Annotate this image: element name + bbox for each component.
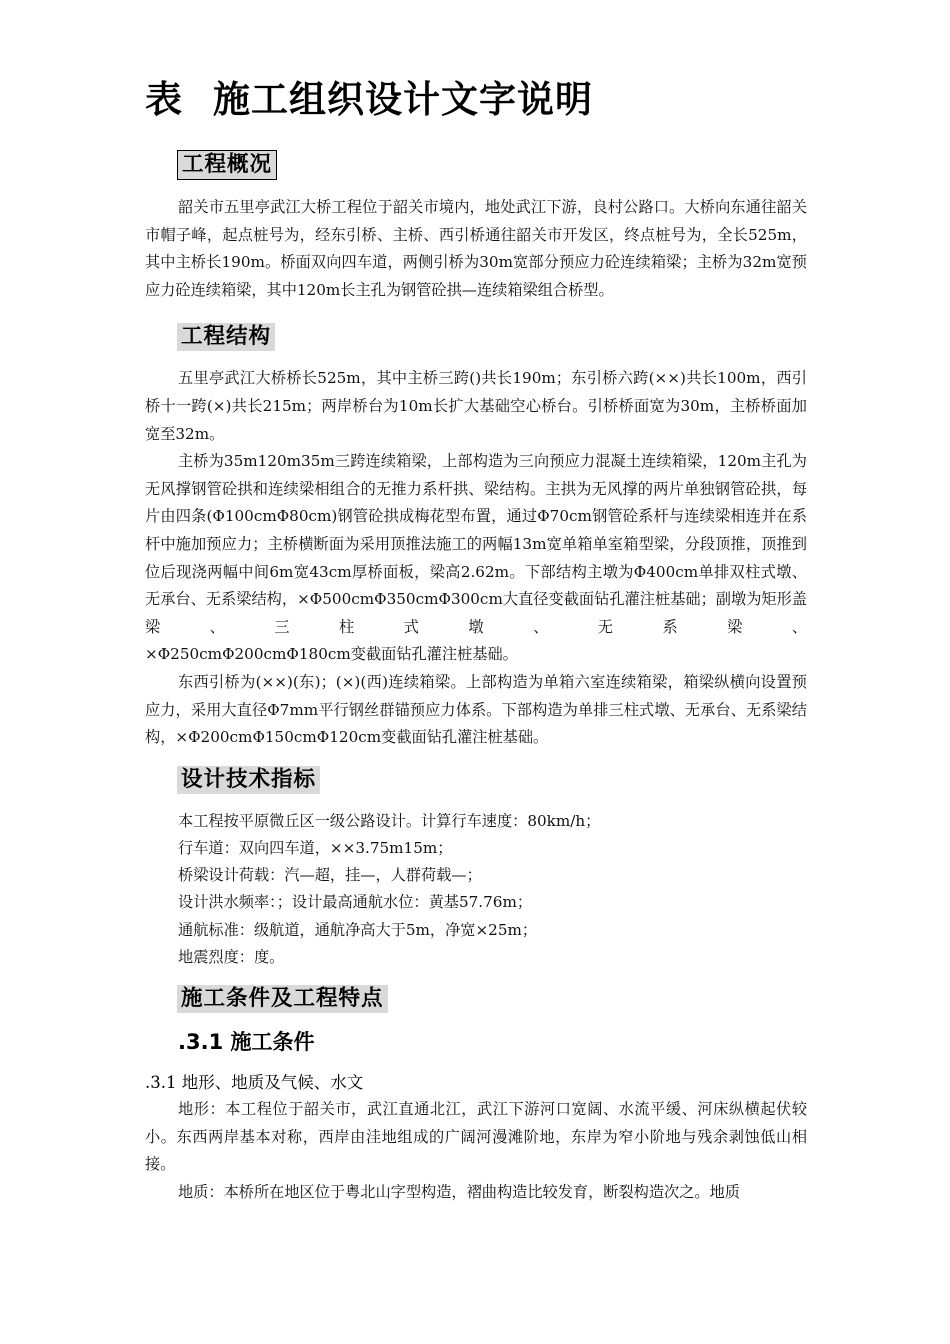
structure-paragraph-2: 主桥为35m120m35m三跨连续箱梁，上部构造为三向预应力混凝土连续箱梁，120m主孔为无风撑钢管砼拱和连续梁相组合的无推力系杆拱、梁结构。主拱为无风撑的两片单独钢管砼拱，每片由四条(Φ100cmΦ80cm)钢管砼拱成梅花型布置，通过Φ70cm钢管砼系杆与连续梁相连并在系杆中施加预应力；主桥横断面为采用顶推法施工的两幅13m宽单箱单室箱型梁，分段顶推，顶推到位后现浇两幅中间6m宽43cm厚桥面板，梁高2.62m。下部结构主墩为Φ400cm单排双柱式墩、无承台、无系梁结构，×Φ500cmΦ350cmΦ300cm大直径变截面钻孔灌注桩基础；副墩为矩形盖梁、三柱式墩、无系梁、 xyxy=(145,452,807,636)
design-item: 通航标准：级航道，通航净高大于5m，净宽×25m； xyxy=(178,920,538,939)
structure-paragraph-3: 东西引桥为(××)(东)；(×)(西)连续箱梁。上部构造为单箱六室连续箱梁，箱梁纵横向设置预应力，采用大直径Φ7mm平行钢丝群锚预应力体系。下部构造为单排三柱式墩、无承台、无系梁结构，×Φ200cmΦ150cmΦ120cm变截面钻孔灌注桩基础。 xyxy=(145,672,807,747)
design-item: 行车道：双向四车道，××3.75m15m； xyxy=(178,838,453,857)
section-heading-structure: 工程结构 xyxy=(177,323,275,351)
document-content xyxy=(145,70,807,1206)
design-item: 本工程按平原微丘区一级公路设计。计算行车速度：80km/h； xyxy=(178,811,601,830)
geology-paragraph: 地质：本桥所在地区位于粤北山字型构造，褶曲构造比较发育，断裂构造次之。地质 xyxy=(178,1182,740,1201)
design-item: 设计洪水频率：；设计最高通航水位：黄基57.76m； xyxy=(178,893,533,912)
section-heading-design: 设计技术指标 xyxy=(177,766,320,794)
subsubsection-heading: .3.1 地形、地质及气候、水文 xyxy=(145,1072,364,1092)
title-prefix: 表 xyxy=(145,77,183,121)
document-title xyxy=(145,70,807,128)
title-main: 施工组织设计文字说明 xyxy=(213,77,593,121)
design-item: 地震烈度：度。 xyxy=(178,947,285,966)
overview-paragraph: 韶关市五里亭武江大桥工程位于韶关市境内，地处武江下游，良村公路口。大桥向东通往韶关市帽子峰，起点桩号为，经东引桥、主桥、西引桥通往韶关市开发区，终点桩号为，全长525m，其中主桥长190m。桥面双向四车道，两侧引桥为30m宽部分预应力砼连续箱梁；主桥为32m宽预应力砼连续箱梁，其中120m长主孔为钢管砼拱—连续箱梁组合桥型。 xyxy=(145,198,807,299)
structure-paragraph-1: 五里亭武江大桥桥长525m，其中主桥三跨()共长190m；东引桥六跨(××)共长100m，西引桥十一跨(×)共长215m；两岸桥台为10m长扩大基础空心桥台。引桥桥面宽为30m，主桥桥面加宽至32m。 xyxy=(145,369,807,443)
section-heading-overview: 工程概况 xyxy=(177,150,277,180)
design-item: 桥梁设计荷载：汽—超，挂—，人群荷载—； xyxy=(178,866,482,885)
section-heading-conditions: 施工条件及工程特点 xyxy=(177,985,388,1013)
subsection-heading: .3.1 施工条件 xyxy=(178,1029,315,1054)
structure-paragraph-2-end: ×Φ250cmΦ200cmΦ180cm变截面钻孔灌注桩基础。 xyxy=(145,645,518,664)
terrain-paragraph: 地形：本工程位于韶关市，武江直通北江，武江下游河口宽阔、水流平缓、河床纵横起伏较小。东西两岸基本对称，西岸由洼地组成的广阔河漫滩阶地，东岸为窄小阶地与残余剥蚀低山相接。 xyxy=(145,1099,807,1174)
